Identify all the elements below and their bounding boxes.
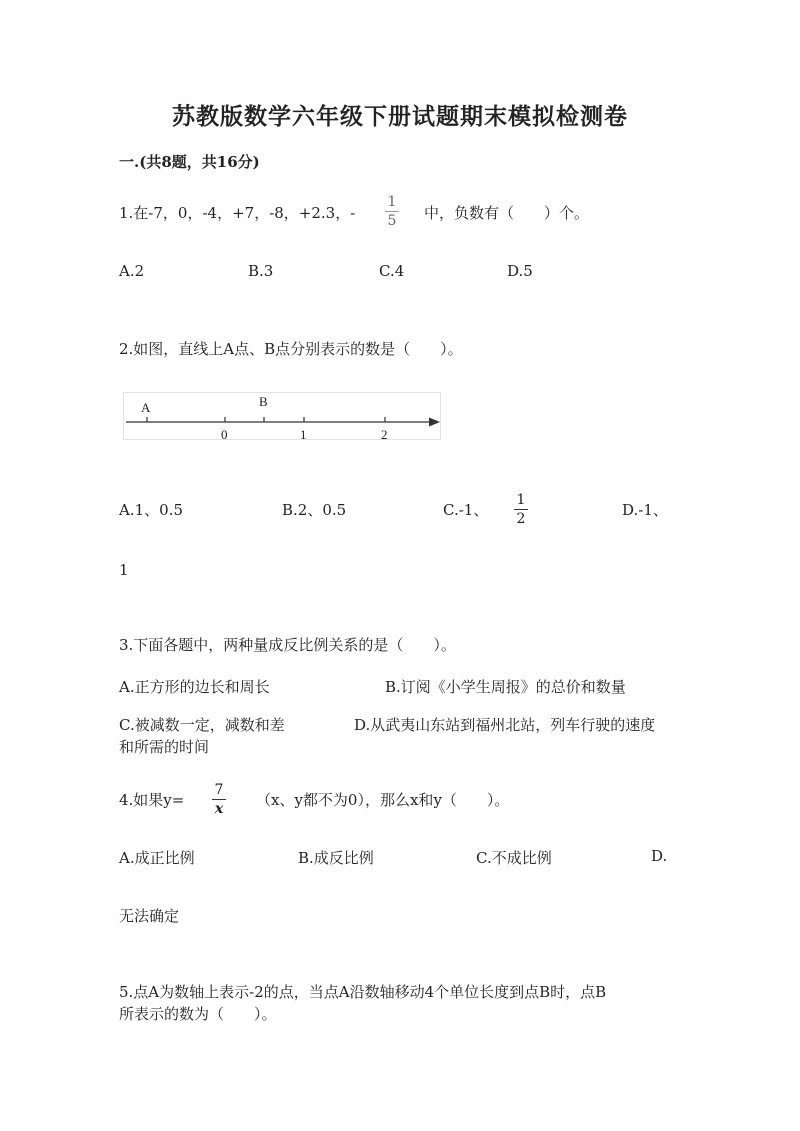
q3-option-c: C.被减数一定，减数和差 [119, 716, 285, 734]
q4-option-d: D. [651, 847, 668, 865]
q3-option-a: A.正方形的边长和周长 [119, 678, 270, 696]
fraction-bar [385, 211, 399, 212]
q4-fraction-numerator: 7 [214, 782, 224, 798]
tick-label-0: 0 [221, 427, 228, 441]
q2-option-c-fraction [514, 492, 528, 527]
q2-option-b: B.2、0.5 [282, 501, 347, 519]
tick-label-2: 2 [381, 427, 388, 441]
point-a-label: A [141, 400, 151, 415]
q4-fraction [212, 782, 226, 817]
q1-option-c: C.4 [379, 262, 405, 280]
q4-option-b: B.成反比例 [298, 849, 374, 867]
q3-option-d: D.从武夷山东站到福州北站，列车行驶的速度 [354, 716, 656, 734]
q1-text-after: 中，负数有（ ）个。 [424, 204, 590, 222]
q4-option-a: A.成正比例 [119, 849, 195, 867]
q2-option-d-wrap: 1 [119, 561, 129, 579]
q4-fraction-denominator: x [214, 801, 224, 818]
q1-fraction-numerator: 1 [387, 194, 397, 210]
point-b-label: B [259, 394, 268, 409]
q2-option-d: D.-1、 [622, 501, 668, 519]
q1-option-a: A.2 [119, 262, 145, 280]
q3-option-d-wrap: 和所需的时间 [119, 738, 210, 756]
page-title: 苏教版数学六年级下册试题期末模拟检测卷 [172, 103, 628, 130]
q3-text: 3.下面各题中，两种量成反比例关系的是（ ）。 [119, 636, 456, 654]
q2-text: 2.如图，直线上A点、B点分别表示的数是（ ）。 [119, 340, 463, 358]
q1-fraction-denominator: 5 [387, 213, 397, 230]
number-line-svg [124, 393, 442, 441]
q1-fraction [385, 194, 399, 229]
tick-label-1: 1 [300, 427, 307, 441]
q2-option-c-numerator: 1 [516, 492, 526, 508]
q4-option-c: C.不成比例 [476, 849, 552, 867]
q2-option-c-denominator: 2 [516, 511, 526, 528]
fraction-bar [212, 799, 226, 800]
q1-option-d: D.5 [507, 262, 533, 280]
fraction-bar [514, 509, 528, 510]
q4-text-before: 4.如果y= [119, 791, 185, 809]
q2-option-a: A.1、0.5 [119, 501, 183, 519]
section-heading: 一.(共8题，共16分) [119, 153, 260, 171]
number-line-figure [123, 392, 441, 440]
q4-option-d-wrap: 无法确定 [119, 907, 180, 925]
q3-option-b: B.订阅《小学生周报》的总价和数量 [385, 678, 626, 696]
arrow-head-icon [429, 418, 440, 427]
q4-text-after: （x、y都不为0），那么x和y（ ）。 [256, 791, 510, 809]
q5-line-2: 所表示的数为（ ）。 [119, 1005, 277, 1023]
q1-option-b: B.3 [248, 262, 274, 280]
q5-line-1: 5.点A为数轴上表示-2的点，当点A沿数轴移动4个单位长度到点B时，点B [119, 983, 607, 1001]
q2-option-c: C.-1、 [443, 501, 489, 519]
q1-text-before: 1.在-7，0，-4，+7，-8，+2.3，- [119, 204, 356, 222]
